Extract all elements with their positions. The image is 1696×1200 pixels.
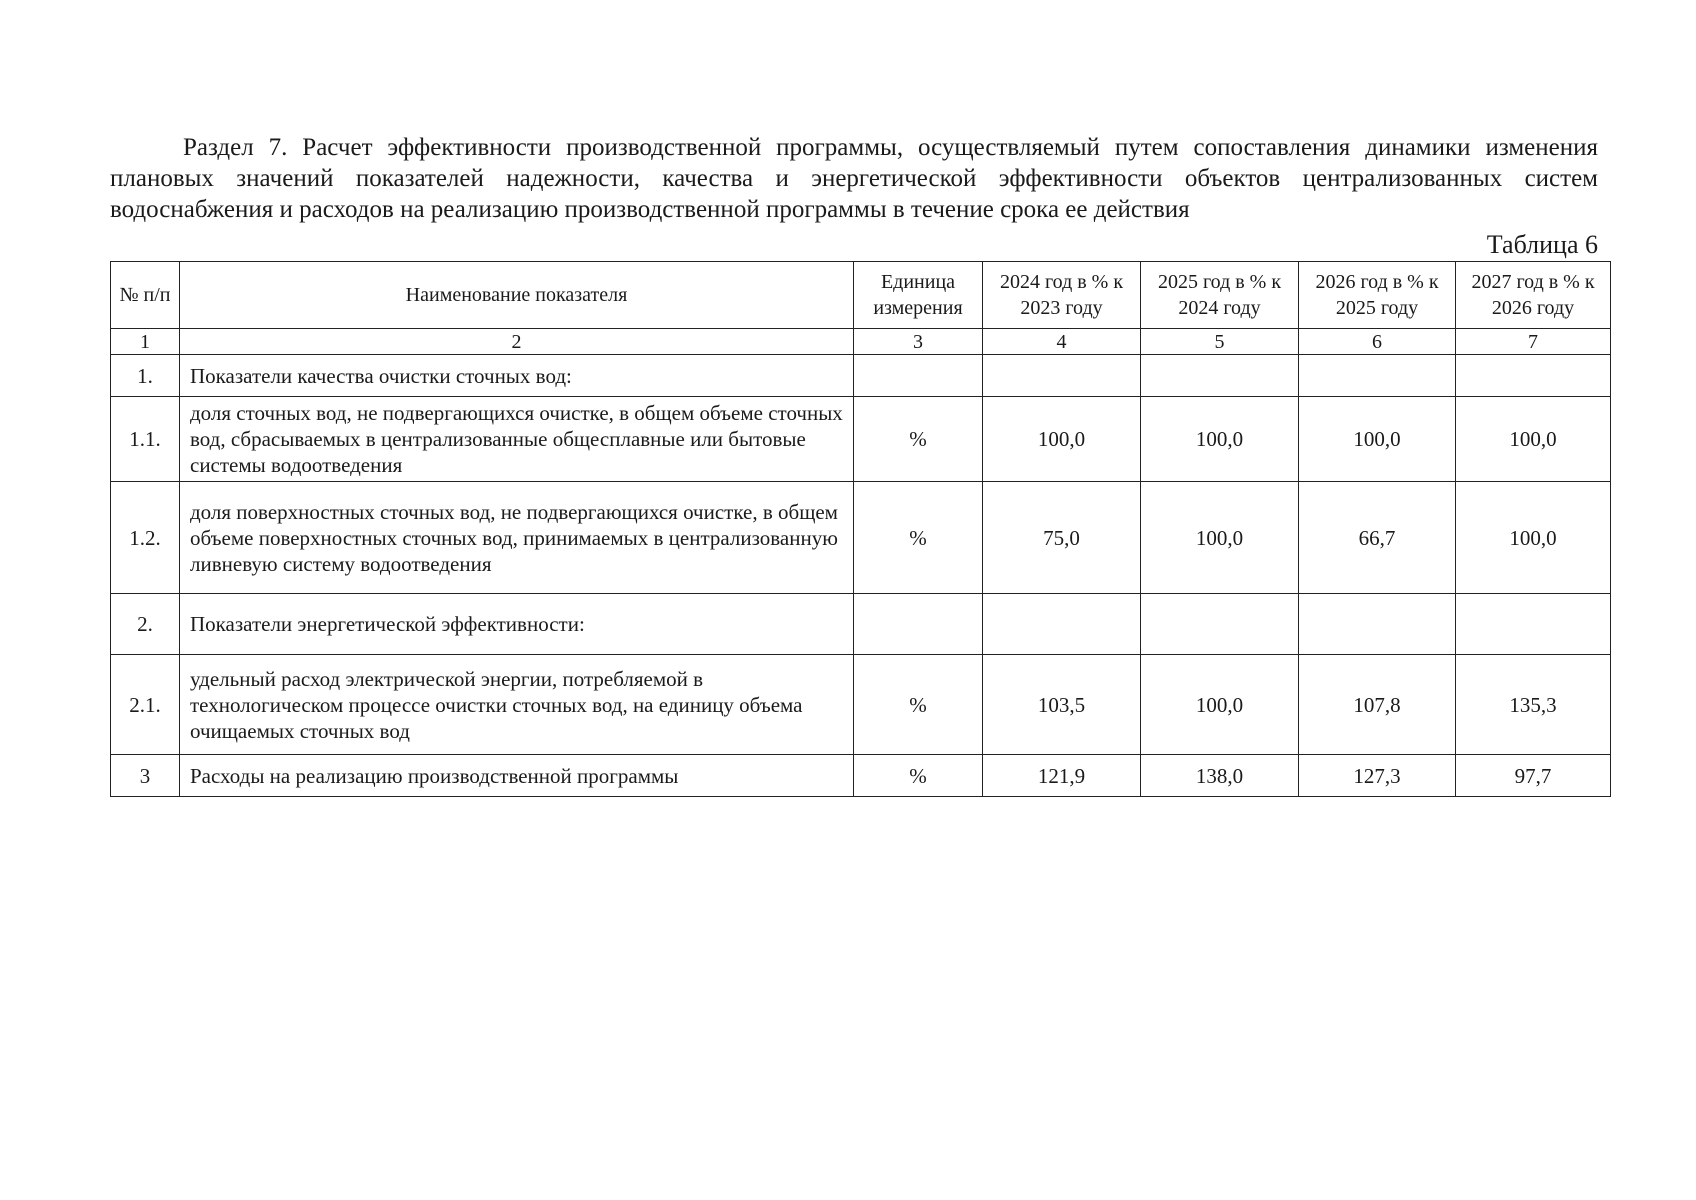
indicator-name: Расходы на реализацию производственной программы [180,755,854,797]
row-number: 3 [111,755,180,797]
indicators-table [110,261,1611,797]
table-row [111,655,1611,755]
column-number: 1 [111,329,180,355]
column-number: 6 [1299,329,1456,355]
value-2024: 121,9 [983,755,1141,797]
value-2024 [983,355,1141,397]
table-row [111,594,1611,655]
value-2027: 97,7 [1456,755,1611,797]
indicator-name: удельный расход электрической энергии, потребляемой в технологическом процессе очистки сточных вод, на единицу объема очищаемых сточных вод [180,655,854,755]
value-2026: 107,8 [1299,655,1456,755]
unit-cell [854,355,983,397]
table-caption: Таблица 6 [1486,230,1598,259]
value-2024: 100,0 [983,397,1141,482]
header-2024: 2024 год в % к 2023 году [983,262,1141,329]
value-2024 [983,594,1141,655]
indicator-name: доля сточных вод, не подвергающихся очистке, в общем объеме сточных вод, сбрасываемых в централизованные общесплавные или бытовые системы водоотведения [180,397,854,482]
value-2027: 100,0 [1456,482,1611,594]
unit-cell: % [854,482,983,594]
value-2025: 100,0 [1141,655,1299,755]
value-2025 [1141,355,1299,397]
header-2027: 2027 год в % к 2026 году [1456,262,1611,329]
section-title: Раздел 7. Расчет эффективности производственной программы, осуществляемый путем сопоставления динамики изменения плановых значений показателей надежности, качества и энергетической эффективности объектов централизованных систем водоснабжения и расходов на реализацию производственной программы в течение срока ее действия [110,134,1598,223]
column-number: 7 [1456,329,1611,355]
unit-cell: % [854,397,983,482]
row-number: 1.2. [111,482,180,594]
header-unit: Единица измерения [854,262,983,329]
header-name: Наименование показателя [180,262,854,329]
column-number: 4 [983,329,1141,355]
value-2025 [1141,594,1299,655]
value-2025: 100,0 [1141,397,1299,482]
table-row [111,482,1611,594]
value-2025: 138,0 [1141,755,1299,797]
indicator-name: Показатели энергетической эффективности: [180,594,854,655]
table-row [111,355,1611,397]
table-row [111,755,1611,797]
column-number-row [111,329,1611,355]
header-2025: 2025 год в % к 2024 году [1141,262,1299,329]
value-2027 [1456,594,1611,655]
column-number: 5 [1141,329,1299,355]
row-number: 1.1. [111,397,180,482]
value-2026 [1299,355,1456,397]
value-2024: 103,5 [983,655,1141,755]
row-number: 2.1. [111,655,180,755]
unit-cell: % [854,655,983,755]
column-number: 2 [180,329,854,355]
unit-cell [854,594,983,655]
unit-cell: % [854,755,983,797]
document-page [110,132,1610,797]
header-no: № п/п [111,262,180,329]
header-row [111,262,1611,329]
row-number: 2. [111,594,180,655]
header-2026: 2026 год в % к 2025 году [1299,262,1456,329]
value-2026: 100,0 [1299,397,1456,482]
column-number: 3 [854,329,983,355]
table-row [111,397,1611,482]
value-2025: 100,0 [1141,482,1299,594]
value-2027: 135,3 [1456,655,1611,755]
row-number: 1. [111,355,180,397]
value-2027 [1456,355,1611,397]
value-2026: 66,7 [1299,482,1456,594]
value-2026 [1299,594,1456,655]
indicator-name: Показатели качества очистки сточных вод: [180,355,854,397]
value-2024: 75,0 [983,482,1141,594]
indicator-name: доля поверхностных сточных вод, не подвергающихся очистке, в общем объеме поверхностных сточных вод, принимаемых в централизованную ливневую систему водоотведения [180,482,854,594]
value-2027: 100,0 [1456,397,1611,482]
value-2026: 127,3 [1299,755,1456,797]
